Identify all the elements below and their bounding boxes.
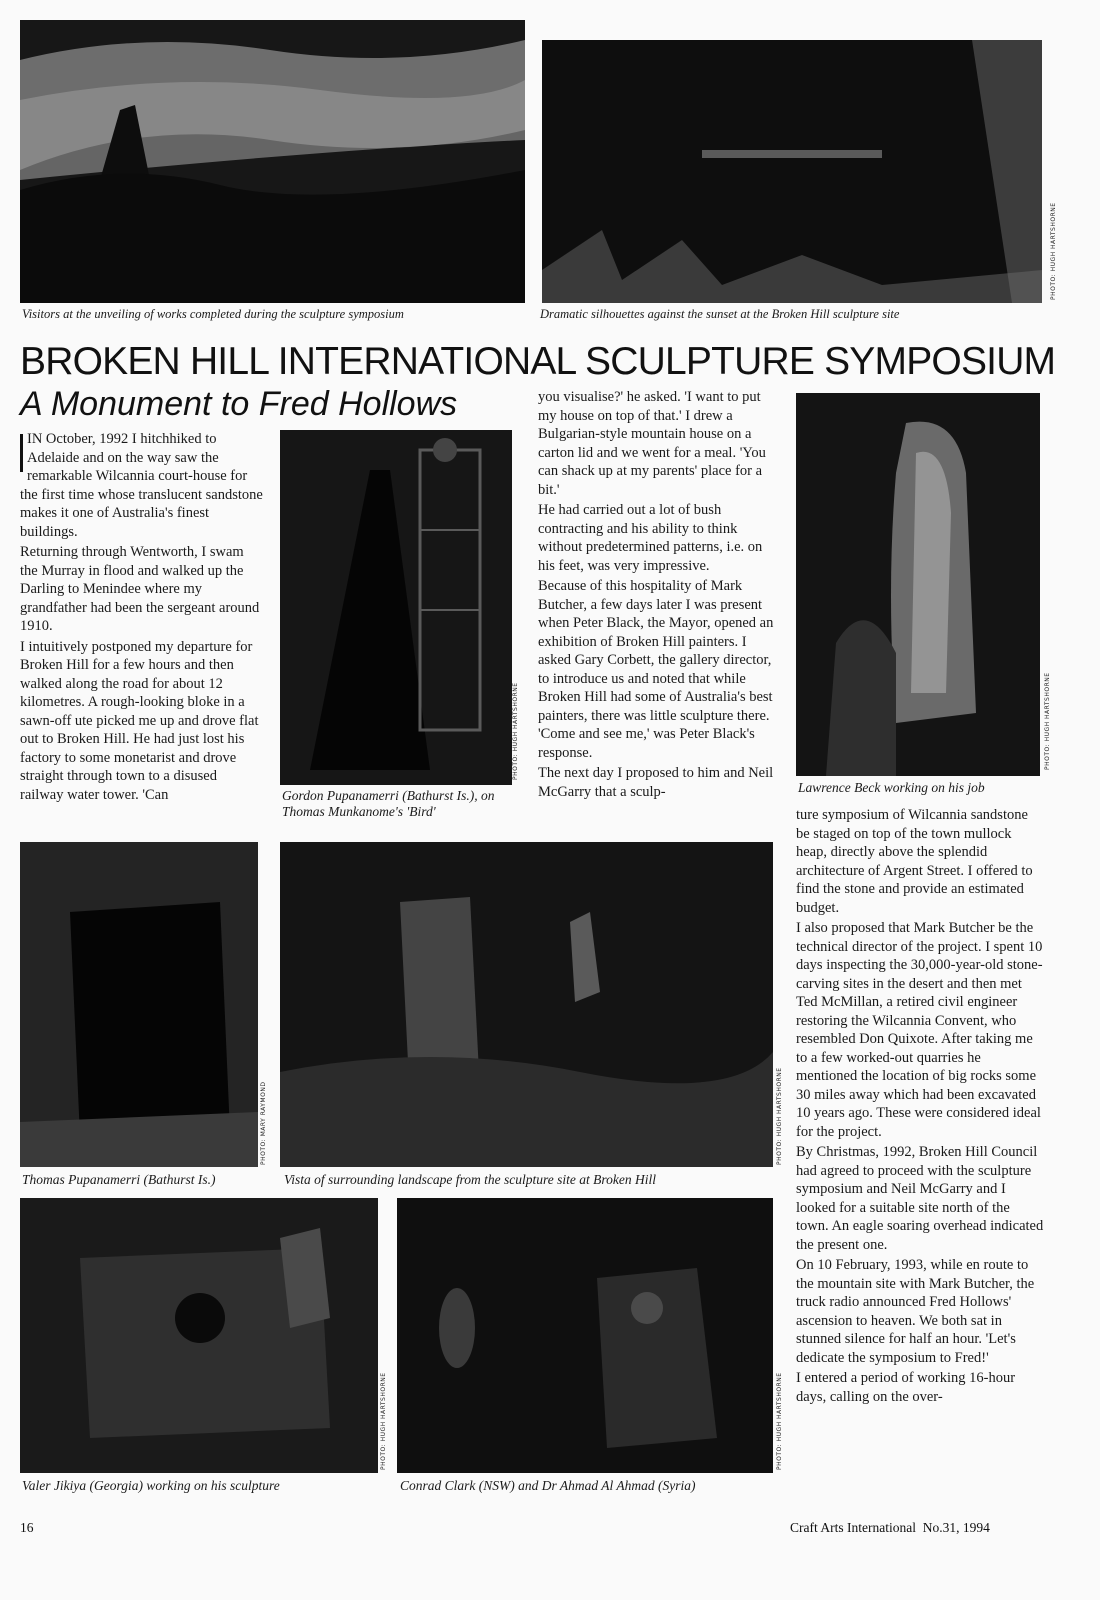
photo-visitors-image: [20, 20, 525, 303]
photo-visitors-unveiling: [20, 20, 525, 303]
body-paragraph: I entered a period of working 16-hour days, calling on the over-: [796, 1370, 1016, 1405]
caption-valer: Valer Jikiya (Georgia) working on his sculpture: [22, 1478, 280, 1493]
caption-silhouettes: Dramatic silhouettes against the sunset at the Broken Hill sculpture site: [540, 307, 900, 321]
page-number: 16: [20, 1520, 34, 1535]
caption-gordon: Gordon Pupanamerri (Bathurst Is.), on Thomas Munkanome's 'Bird': [282, 788, 495, 819]
body-paragraph: ture symposium of Wilcannia sandstone be staged on top of the town mullock heap, directly above the splendid architecture of Argent Street. I offered to find the stone and provide an estimated budget.: [796, 807, 1033, 916]
body-paragraph: The next day I proposed to him and Neil McGarry that a sculp-: [538, 765, 774, 800]
photo-thomas-image: [20, 842, 258, 1167]
photo-credit-valer: PHOTO: HUGH HARTSHORNE: [380, 1372, 387, 1470]
caption-conrad: Conrad Clark (NSW) and Dr Ahmad Al Ahmad (Syria): [400, 1478, 696, 1493]
photo-vista-image: [280, 842, 773, 1167]
body-column-2: [538, 388, 782, 803]
photo-credit-lawrence: PHOTO: HUGH HARTSHORNE: [1044, 672, 1051, 770]
caption-visitors: Visitors at the unveiling of works completed during the sculpture symposium: [22, 307, 404, 321]
photo-gordon-pupanamerri: [280, 430, 512, 785]
photo-vista-landscape: [280, 842, 773, 1167]
photo-thomas-pupanamerri: [20, 842, 258, 1167]
photo-conrad-ahmad: [397, 1198, 773, 1473]
photo-gordon-image: [280, 430, 512, 785]
photo-silhouettes-image: [542, 40, 1042, 303]
body-paragraph: I intuitively postponed my departure for Broken Hill for a few hours and then walked along the road for about 12 kilometres. A rough-looking bloke in a sawn-off ute picked me up and drove flat out to Broken Hill. He had just lost his factory to some monetarist and drove straight through town to a disused railway water tower. 'Can: [20, 638, 259, 803]
body-paragraph: He had carried out a lot of bush contracting and his ability to think without predetermined patterns, i.e. on his feet, was very impressive.: [538, 502, 763, 574]
caption-thomas: Thomas Pupanamerri (Bathurst Is.): [22, 1172, 216, 1187]
photo-credit-thomas: PHOTO: MARY RAYMOND: [260, 1081, 267, 1165]
body-paragraph: By Christmas, 1992, Broken Hill Council had agreed to proceed with the sculpture symposium and Neil McGarry and I looked for a suitable site north of the town. An eagle soaring overhead indicated the present one.: [796, 1144, 1044, 1253]
photo-conrad-image: [397, 1198, 773, 1473]
body-paragraph: Because of this hospitality of Mark Butcher, a few days later I was present when Peter Black, the Mayor, opened an exhibition of Broken Hill painters. I asked Gary Corbett, the gallery director, to introduce us and noted that while Broken Hill had some of Australia's best painters, there was little sculpture there. 'Come and see me,' was Peter Black's response.: [538, 578, 774, 761]
photo-credit-silhouettes: PHOTO: HUGH HARTSHORNE: [1050, 202, 1057, 300]
body-column-1: [20, 430, 264, 806]
body-paragraph: IN October, 1992 I hitchhiked to Adelaide and on the way saw the remarkable Wilcannia court-house for the first time whose translucent sandstone makes it one of Australia's finest buildings.: [20, 431, 263, 540]
caption-vista: Vista of surrounding landscape from the sculpture site at Broken Hill: [284, 1172, 656, 1187]
caption-lawrence: Lawrence Beck working on his job: [798, 780, 985, 795]
article-subheadline: A Monument to Fred Hollows: [20, 385, 458, 423]
photo-credit-gordon: PHOTO: HUGH HARTSHORNE: [512, 682, 519, 780]
photo-lawrence-image: [796, 393, 1040, 776]
photo-lawrence-beck: [796, 393, 1040, 776]
photo-valer-jikiya: [20, 1198, 378, 1473]
photo-valer-image: [20, 1198, 378, 1473]
body-paragraph: On 10 February, 1993, while en route to the mountain site with Mark Butcher, the truck radio announced Fred Hollows' ascension to heaven. We both sat in stunned silence for half an hour. 'Let's dedicate the symposium to Fred!': [796, 1257, 1035, 1366]
publication-footer: Craft Arts International No.31, 1994: [790, 1520, 990, 1535]
photo-credit-conrad: PHOTO: HUGH HARTSHORNE: [776, 1372, 783, 1470]
body-paragraph: I also proposed that Mark Butcher be the technical director of the project. I spent 10 days inspecting the 30,000-year-old stone-carving sites in the desert and then met Ted McMillan, a retired civil engineer restoring the Wilcannia Convent, who resembled Don Quixote. After taking me to a few worked-out quarries he mentioned the location of big rocks some 30 miles away which had been excavated 10 years ago. These were considered ideal for the project.: [796, 920, 1043, 1140]
photo-sunset-silhouettes: [542, 40, 1042, 303]
body-paragraph: you visualise?' he asked. 'I want to put my house on top of that.' I drew a Bulgarian-style mountain house on a carton lid and we went for a meal. 'You can shack up at my parents' place for a bit.': [538, 389, 766, 498]
photo-credit-vista: PHOTO: HUGH HARTSHORNE: [776, 1067, 783, 1165]
article-headline: BROKEN HILL INTERNATIONAL SCULPTURE SYMPOSIUM: [20, 340, 1056, 383]
body-paragraph: Returning through Wentworth, I swam the Murray in flood and walked up the Darling to Menindee where my grandfather had been the sergeant around 1910.: [20, 544, 260, 634]
drop-cap-rule: [20, 434, 23, 472]
body-column-3: [796, 806, 1044, 1408]
